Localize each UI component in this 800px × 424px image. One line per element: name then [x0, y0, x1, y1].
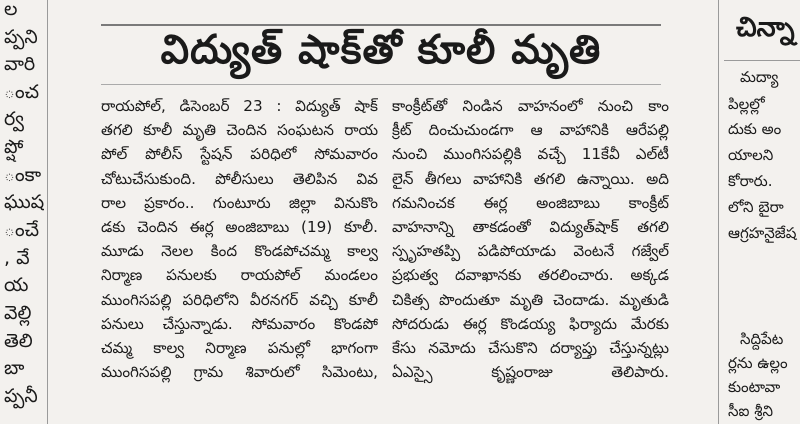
left-column-text-fragment: ంచ	[4, 81, 40, 103]
article-line: పోల్ పోలీస్ స్టేషన్ పరిధిలో సోమవారం	[101, 145, 378, 164]
article-line: గమనించక ఈర్ల అంజిబాబు కాంక్రీట్	[392, 193, 669, 212]
article-line: ముంగిసపల్లి గ్రామ శివారులో సిమెంటు,	[101, 363, 378, 382]
article-line: వాహనాన్ని తాకడంతో విద్యుత్‌షాక్ తగలి	[392, 217, 669, 236]
left-column-text-fragment: ప్పని	[4, 26, 38, 48]
right-column-text-fragment: యాలని	[728, 146, 774, 164]
left-adjacent-column	[0, 0, 44, 424]
article-line: పనులు చేస్తున్నాడు. సోమవారం కొండపో	[101, 314, 378, 333]
article-line: రాల ప్రకారం.. గుంటూరు జిల్లా వినుకొం	[101, 193, 378, 212]
right-column-text-fragment: కోరారు.	[728, 172, 773, 190]
article-column-2	[392, 94, 669, 414]
left-column-text-fragment: వారి	[4, 53, 36, 75]
left-column-text-fragment: వెల్లి	[4, 302, 32, 324]
article-line: కాంక్రీట్‌తో నిండిన వాహనంలో నుంచి కాం	[392, 97, 669, 115]
article-line: లైన్ తీగలు వాహానికి తగలి ఉన్నాయి. అది	[392, 169, 669, 188]
right-column-text-fragment: మద్యా	[740, 68, 779, 86]
right-column-rule	[718, 0, 719, 424]
left-column-text-fragment: య	[4, 274, 29, 296]
right-column-text-fragment: దుకు అం	[728, 120, 782, 138]
article-line: ప్రభుత్వ దవాఖానకు తరలించారు. అక్కడ	[392, 266, 669, 285]
left-column-text-fragment: బా	[4, 357, 25, 379]
right-headline-rule	[724, 60, 800, 61]
article-line: ముంగిసపల్లి పరిధిలోని వీరనగర్ వచ్చి కూలీ	[101, 290, 378, 309]
article-line: చికిత్స పొందుతూ మృతి చెందాడు. మృతుడి	[392, 290, 669, 309]
article-line: చమ్మ కాల్వ నిర్మాణ పనుల్లో భాగంగా	[101, 338, 378, 357]
left-column-text-fragment: ప్పనీ	[4, 385, 38, 407]
article-line: తగలి కూలీ మృతి చెందిన సంఘటన రాయ	[101, 121, 378, 140]
left-column-text-fragment: ర్వ	[4, 108, 24, 130]
article-line: డకు చెందిన ఈర్ల అంజిబాబు (19) కూలీ.	[101, 217, 378, 236]
headline-rule	[101, 84, 661, 85]
article-line: నిర్మాణ పనులకు రాయపోల్ మండలం	[101, 266, 378, 285]
right-column-text-fragment: సీఐ శ్రీని	[728, 402, 773, 420]
right-column-text-fragment: ర్లను ఉల్లం	[728, 354, 788, 372]
article-line: ఏఎస్సై కృష్ణంరాజు తెలిపారు.	[392, 363, 669, 382]
article-line: స్పృహతప్పి పడిపోయాడు వెంటనే గజ్వేల్	[392, 242, 669, 261]
left-column-text-fragment: తెలి	[4, 330, 33, 352]
article-line: నుంచి ముంగిసపల్లికి వచ్చే 11కేవీ ఎల్‌టీ	[392, 145, 669, 164]
right-column-text-fragment: పిల్లల్లో	[728, 95, 765, 113]
left-column-text-fragment: , వే	[4, 247, 30, 269]
right-column-text-fragment: సిద్దిపేట	[740, 330, 784, 348]
article-line: క్రీట్ దించుచుండగా ఆ వాహానికి ఆరేపల్లి	[392, 121, 669, 140]
article-line: రాయపోల్, డిసెంబర్ 23 : విద్యుత్ షాక్	[101, 97, 378, 115]
article-line: మూడు నెలల కింద కొండపోచమ్మ కాల్వ	[101, 242, 378, 261]
left-column-text-fragment: ప్షో	[4, 136, 24, 158]
left-column-rule	[47, 0, 48, 424]
article-headline: విద్యుత్ షాక్‌తో కూలీ మృతి	[160, 27, 602, 73]
left-column-text-fragment: ల	[4, 0, 18, 20]
article-line: సోదరుడు ఈర్ల కొండయ్య ఫిర్యాదు మేరకు	[392, 314, 669, 333]
right-column-text-fragment: లోని బైరా	[728, 198, 784, 216]
article-line: చోటుచేసుకుంది. పోలీసులు తెలిపిన వివ	[101, 169, 378, 188]
article-line: కేసు నమోదు చేసుకొని దర్యాప్తు చేస్తున్నట్లు	[392, 338, 669, 357]
left-column-text-fragment: ంకా	[4, 164, 42, 186]
left-column-text-fragment: ఘుష	[4, 191, 44, 213]
article-column-1	[101, 94, 378, 414]
right-column-text-fragment: ఆగ్రహనైజేష	[728, 224, 797, 242]
headline-box	[101, 24, 661, 84]
right-column-headline: చిన్నా	[736, 12, 795, 43]
left-column-text-fragment: ంచే	[4, 219, 40, 241]
right-column-text-fragment: కుంటావా	[728, 378, 781, 396]
right-adjacent-column	[724, 0, 800, 424]
